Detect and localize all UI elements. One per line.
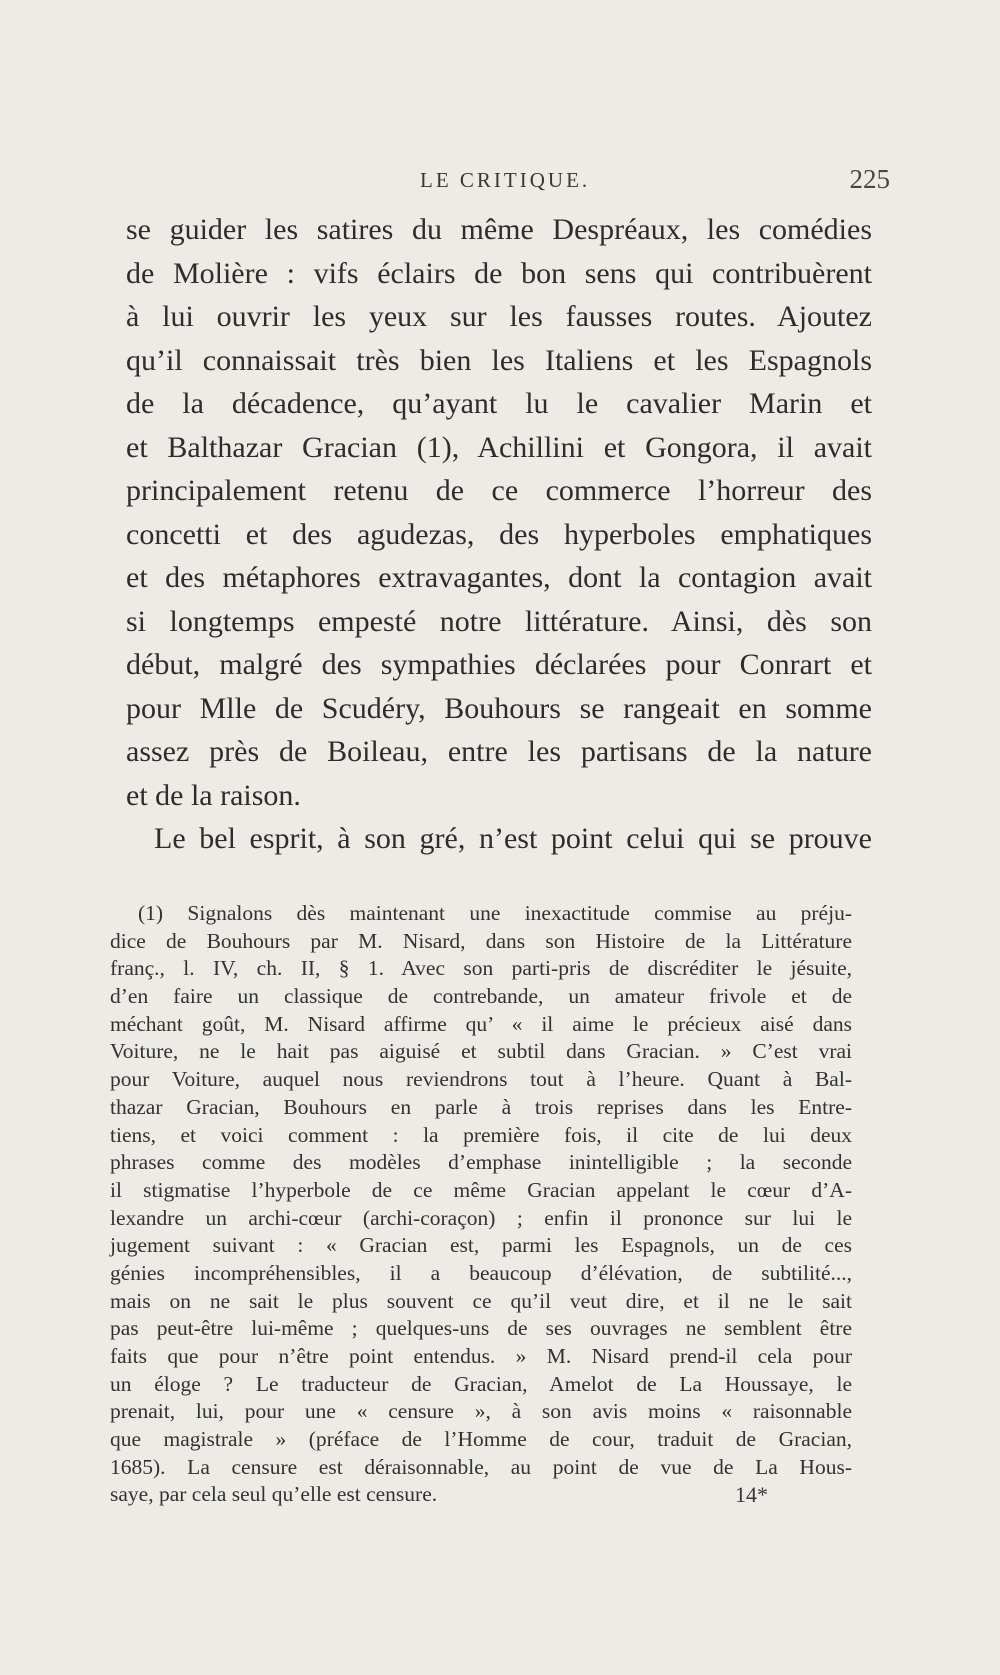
footnote-line: jugement suivant : « Gracian est, parmi les Espagnols, un de ces [110,1233,852,1258]
footnote-line: mais on ne sait le plus souvent ce qu’il veut dire, et il ne le sait [110,1288,852,1313]
footnote-line: prenait, lui, pour une « censure », à son avis moins « raisonnable [110,1399,852,1424]
footnote-line: (1) Signalons dès maintenant une inexactitude commise au préju- [138,901,852,925]
signature-mark: 14* [735,1482,768,1507]
text-line: et des métaphores extravagantes, dont la contagion avait [126,561,872,594]
footnote-line: Voiture, ne le hait pas aiguisé et subtil dans Gracian. » C’est vrai [110,1039,852,1064]
footnote-line: franç., l. IV, ch. II, § 1. Avec son parti-pris de discréditer le jésuite, [110,956,852,981]
text-line: concetti et des agudezas, des hyperboles emphatiques [126,517,872,551]
text-line: de Molière : vifs éclairs de bon sens qui contribuèrent [126,256,872,290]
footnote-line: saye, par cela seul qu’elle est censure. [110,1482,438,1507]
text-line: début, malgré des sympathies déclarées pour Conrart et [126,648,872,681]
text-line: de la décadence, qu’ayant lu le cavalier Marin et [126,387,872,420]
text-line: assez près de Boileau, entre les partisans de la nature [126,735,872,768]
main-text [126,208,872,861]
text-line: et de la raison. [126,778,301,812]
footnote-line: phrases comme des modèles d’emphase inintelligible ; la seconde [110,1150,852,1175]
footnote-line: génies incompréhensibles, il a beaucoup d’élévation, de subtilité..., [110,1260,852,1285]
footnote-line: pas peut-être lui-même ; quelques-uns de ses ouvrages ne semblent être [110,1316,852,1341]
page-header [120,164,890,208]
text-line: Le bel esprit, à son gré, n’est point celui qui se prouve [154,822,872,855]
footnote-line: que magistrale » (préface de l’Homme de cour, traduit de Gracian, [110,1427,852,1452]
footnote-line: faits que pour n’être point entendus. » M. Nisard prend-il cela pour [110,1344,852,1368]
page-number: 225 [849,164,890,194]
text-line: qu’il connaissait très bien les Italiens et les Espagnols [126,343,872,377]
footnote-line: 1685). La censure est déraisonnable, au point de vue de La Hous- [110,1454,852,1479]
footnote-line: il stigmatise l’hyperbole de ce même Gracian appelant le cœur d’A- [110,1177,852,1202]
footnote-line: d’en faire un classique de contrebande, un amateur frivole et de [110,984,852,1009]
running-title: LE CRITIQUE. [420,168,591,192]
text-line: à lui ouvrir les yeux sur les fausses routes. Ajoutez [126,300,872,333]
footnote-line: thazar Gracian, Bouhours en parle à trois reprises dans les Entre- [110,1094,852,1119]
text-line: principalement retenu de ce commerce l’horreur des [126,474,872,507]
footnote-line: lexandre un archi-cœur (archi-coraçon) ; enfin il prononce sur lui le [110,1205,852,1230]
footnote-line: tiens, et voici comment : la première fois, il cite de lui deux [110,1122,852,1147]
footnote [110,900,852,1509]
footnote-line: un éloge ? Le traducteur de Gracian, Amelot de La Houssaye, le [110,1371,852,1396]
text-line: se guider les satires du même Despréaux, les comédies [126,213,872,246]
footnote-line: pour Voiture, auquel nous reviendrons tout à l’heure. Quant à Bal- [110,1067,852,1092]
text-line: si longtemps empesté notre littérature. Ainsi, dès son [126,604,872,638]
text-line: pour Mlle de Scudéry, Bouhours se rangeait en somme [126,691,872,725]
text-line: et Balthazar Gracian (1), Achillini et Gongora, il avait [126,430,872,464]
footnote-line: dice de Bouhours par M. Nisard, dans son Histoire de la Littérature [110,928,852,953]
footnote-line: méchant goût, M. Nisard affirme qu’ « il aime le précieux aisé dans [110,1011,852,1036]
